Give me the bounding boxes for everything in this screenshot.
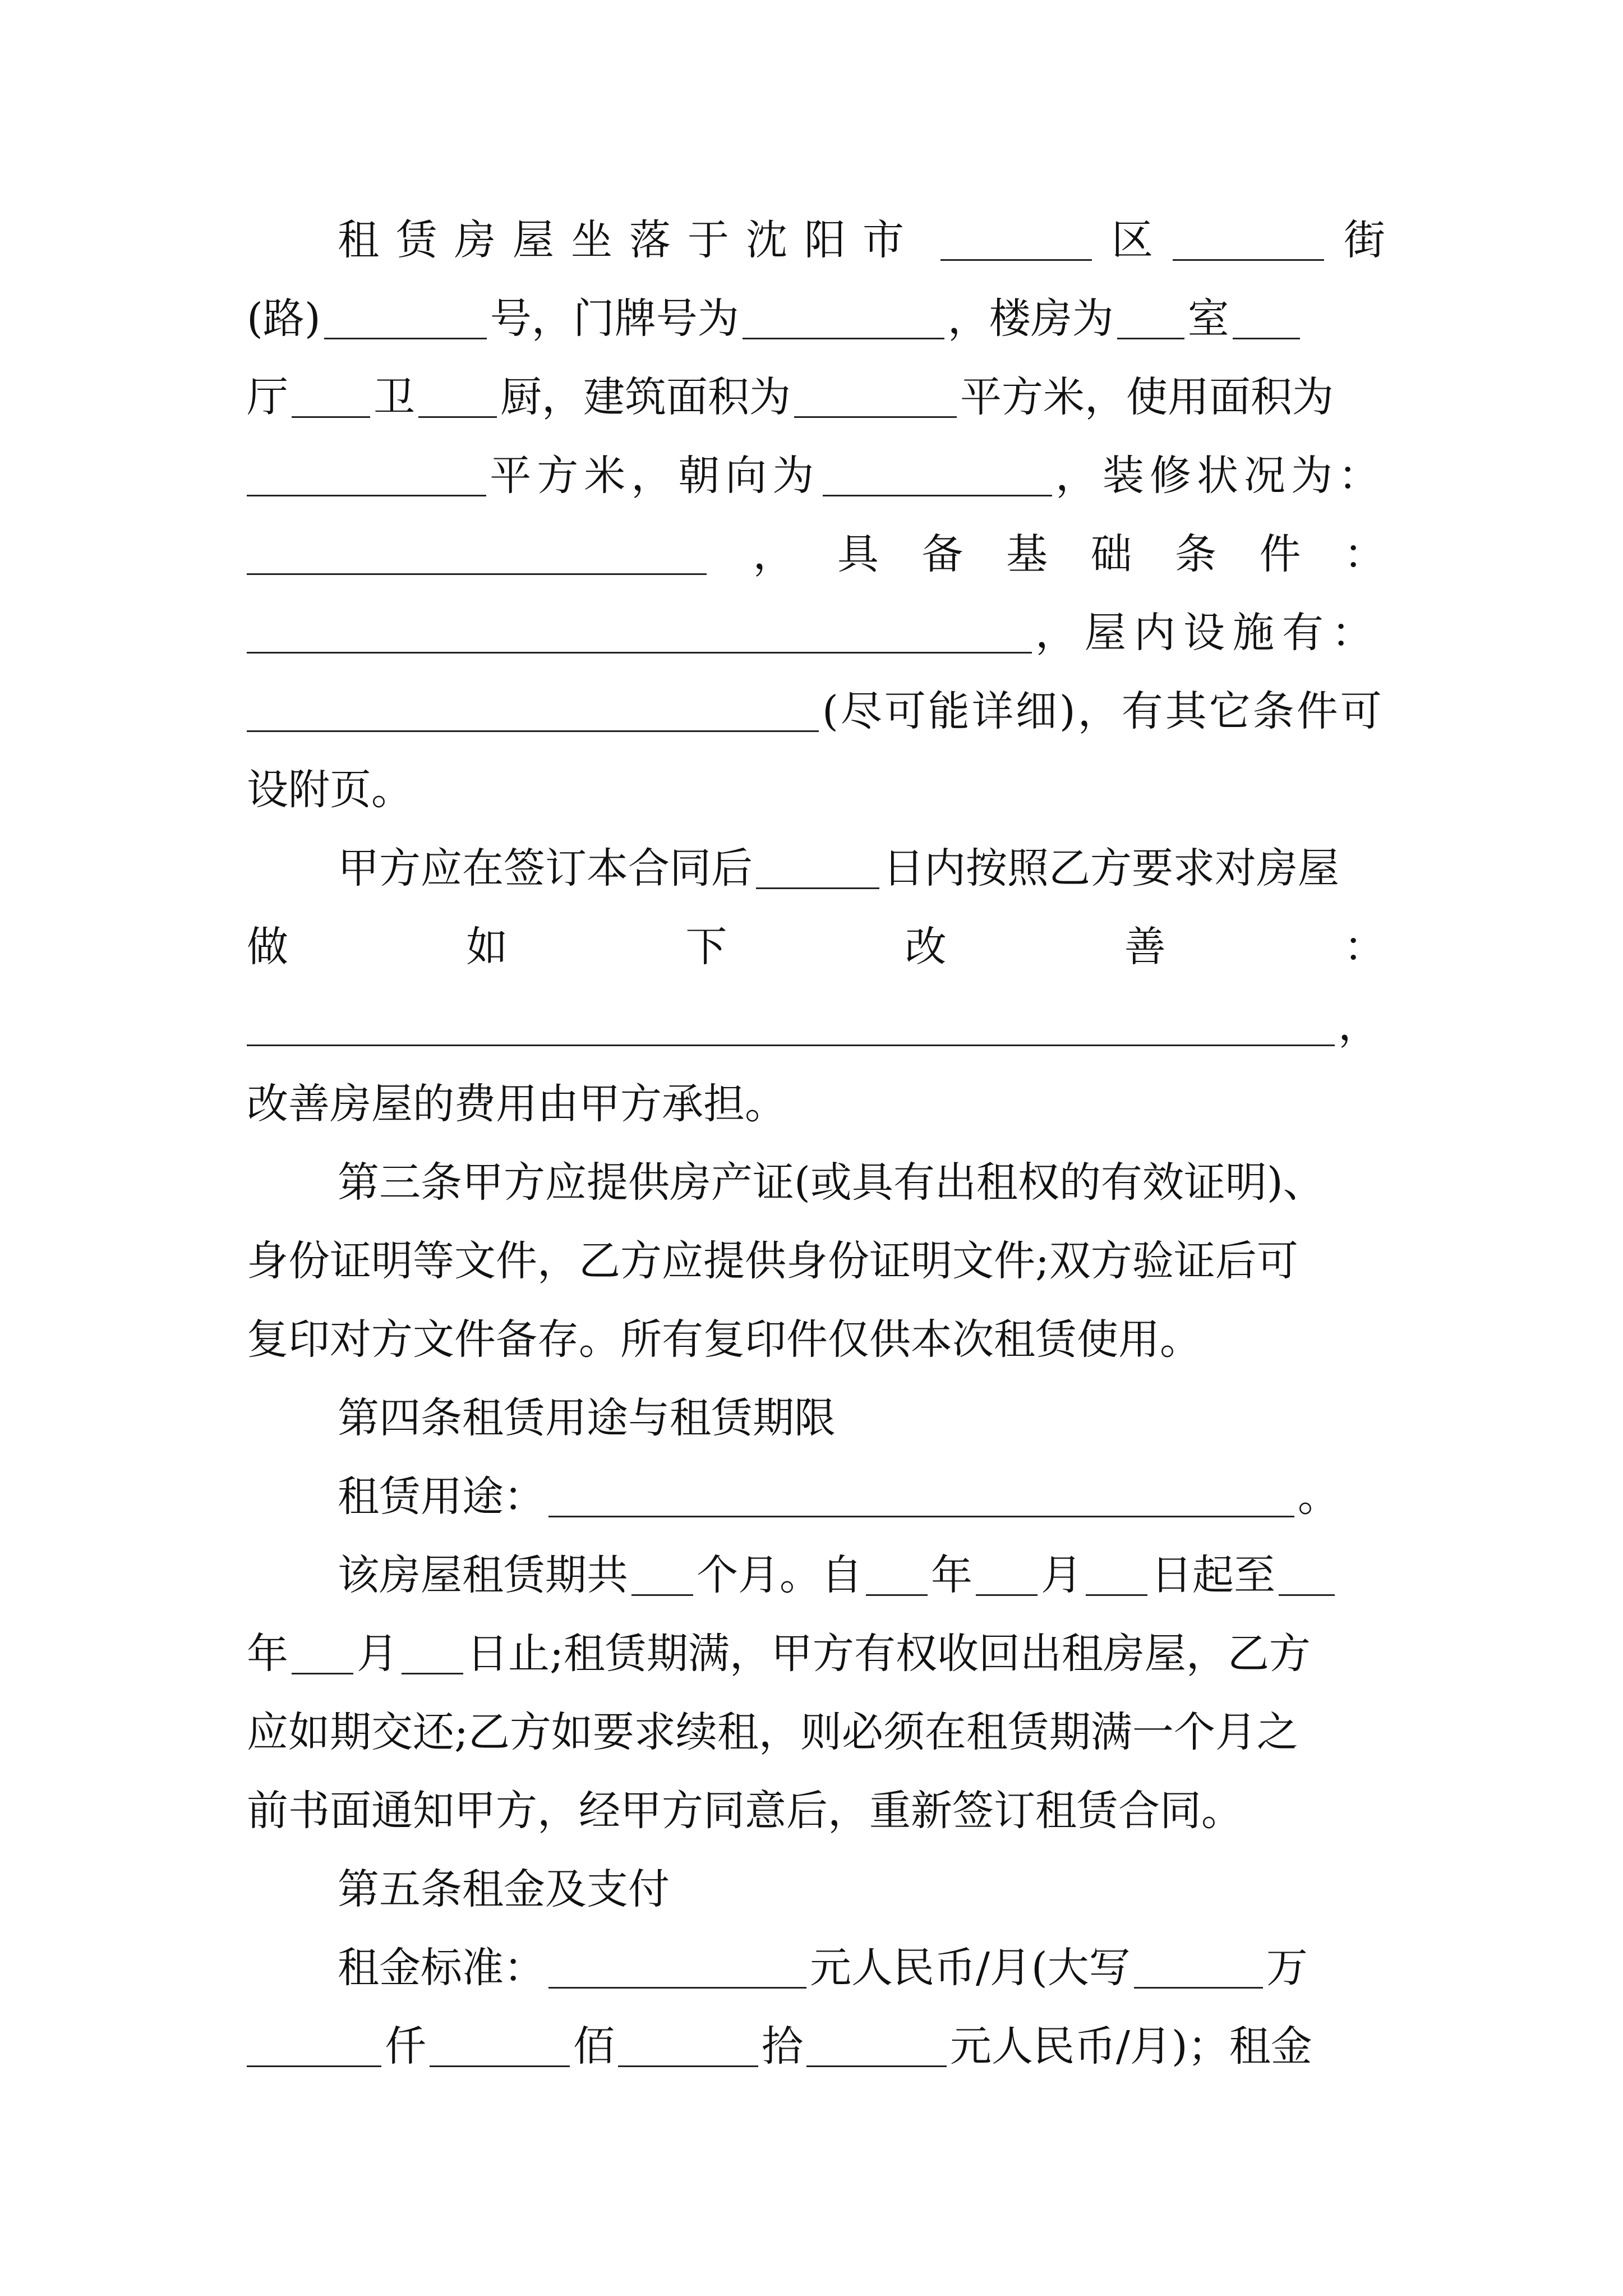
fill-blank[interactable] <box>292 1634 353 1674</box>
text-span: 件 <box>1259 530 1301 578</box>
text-line <box>247 448 1385 504</box>
text-line <box>247 1783 1385 1839</box>
text-span: 日止;租赁期满，甲方有权收回出租房屋，乙方 <box>467 1630 1311 1678</box>
fill-blank[interactable] <box>631 1555 693 1596</box>
text-span: ，屋内设施有： <box>1035 609 1381 657</box>
text-span: 日起至 <box>1151 1551 1275 1599</box>
text-span: (尽可能详细)，有其它条件可 <box>822 687 1384 735</box>
fill-blank[interactable] <box>976 1555 1038 1596</box>
text-span: 区 <box>1112 216 1153 264</box>
text-line <box>247 919 1385 975</box>
fill-blank[interactable] <box>324 298 487 339</box>
text-line <box>247 1626 1385 1682</box>
text-span: 改 <box>905 923 947 971</box>
text-line <box>247 762 1385 818</box>
text-span: 前书面通知甲方，经甲方同意后，重新签订租赁合同。 <box>247 1787 1243 1835</box>
text-line <box>247 1076 1385 1132</box>
text-span: 平方米，朝向为 <box>490 452 820 500</box>
text-span: 改善房屋的费用由甲方承担。 <box>247 1080 786 1128</box>
text-span: 佰 <box>573 2022 615 2070</box>
fill-blank[interactable] <box>940 220 1092 261</box>
text-span: 室 <box>1187 295 1229 343</box>
text-span: 如 <box>466 923 508 971</box>
text-line <box>247 369 1385 425</box>
text-line <box>247 291 1385 347</box>
text-line <box>338 1469 1385 1525</box>
text-line <box>338 840 1385 896</box>
fill-blank[interactable] <box>247 534 707 575</box>
text-line <box>247 2018 1385 2074</box>
text-span: 善 <box>1124 923 1166 971</box>
fill-blank[interactable] <box>1117 298 1184 339</box>
fill-blank[interactable] <box>866 1555 928 1596</box>
fill-blank[interactable] <box>247 455 486 496</box>
fill-blank[interactable] <box>247 1005 1335 1046</box>
text-span: 设附页。 <box>247 766 413 814</box>
text-line <box>338 1154 1385 1211</box>
text-span: 号，门牌号为 <box>490 295 739 343</box>
fill-blank[interactable] <box>418 377 497 418</box>
text-line <box>338 1547 1385 1603</box>
text-line <box>247 605 1385 661</box>
text-span: 日内按照乙方要求对房屋 <box>883 844 1339 892</box>
text-span: 元人民币/月(大写 <box>810 1944 1131 1992</box>
text-line <box>247 1312 1385 1368</box>
text-span: 。 <box>1298 1473 1339 1521</box>
text-span: (路) <box>247 295 321 343</box>
text-span: 应如期交还;乙方如要求续租，则必须在租赁期满一个月之 <box>247 1708 1298 1756</box>
text-span: 具 <box>837 530 879 578</box>
fill-blank[interactable] <box>1086 1555 1147 1596</box>
fill-blank[interactable] <box>823 455 1052 496</box>
text-span: 该房屋租赁期共 <box>338 1551 628 1599</box>
text-span: 条 <box>1175 530 1216 578</box>
text-span: 个月。自 <box>697 1551 863 1599</box>
fill-blank[interactable] <box>247 613 1032 654</box>
text-span: 卫 <box>374 373 415 421</box>
text-span: 第四条租赁用途与租赁期限 <box>338 1394 836 1442</box>
text-span: 厅 <box>247 373 288 421</box>
text-span: ，装修状况为： <box>1055 452 1385 500</box>
text-line <box>247 1704 1385 1760</box>
text-span: 础 <box>1090 530 1132 578</box>
text-span: 基 <box>1006 530 1048 578</box>
text-span: ， <box>1338 1001 1380 1050</box>
fill-blank[interactable] <box>292 377 370 418</box>
text-span: 第五条租金及支付 <box>338 1865 670 1913</box>
text-span: 街 <box>1344 216 1385 264</box>
text-span: 年 <box>931 1551 972 1599</box>
text-span: 年 <box>247 1630 288 1678</box>
text-span: 万 <box>1266 1944 1308 1992</box>
fill-blank[interactable] <box>1134 1948 1263 1989</box>
text-line <box>247 526 1385 582</box>
fill-blank[interactable] <box>1173 220 1324 261</box>
fill-blank[interactable] <box>806 2026 947 2067</box>
text-span: 做 <box>247 923 288 971</box>
text-span: ： <box>1343 923 1385 971</box>
fill-blank[interactable] <box>1233 298 1300 339</box>
fill-blank[interactable] <box>548 1476 1294 1517</box>
text-line <box>338 1940 1385 1996</box>
text-line <box>247 1233 1385 1289</box>
text-span: 月 <box>1041 1551 1082 1599</box>
fill-blank[interactable] <box>618 2026 758 2067</box>
fill-blank[interactable] <box>402 1634 463 1674</box>
fill-blank[interactable] <box>756 848 879 889</box>
text-span: 租赁用途： <box>338 1473 545 1521</box>
fill-blank[interactable] <box>794 377 957 418</box>
text-span: 备 <box>921 530 963 578</box>
text-line <box>247 683 1385 739</box>
text-span: 下 <box>685 923 727 971</box>
text-span: 第三条甲方应提供房产证(或具有出租权的有效证明)、 <box>338 1158 1325 1207</box>
text-span: 租赁房屋坐落于沈阳市 <box>338 216 921 264</box>
text-line <box>338 1390 1385 1446</box>
text-span: ，楼房为 <box>947 295 1114 343</box>
text-span: 身份证明等文件，乙方应提供身份证明文件;双方验证后可 <box>247 1237 1298 1285</box>
text-line <box>247 997 1385 1053</box>
text-span: 甲方应在签订本合同后 <box>338 844 753 892</box>
fill-blank[interactable] <box>743 298 944 339</box>
fill-blank[interactable] <box>430 2026 570 2067</box>
text-span: 租金标准： <box>338 1944 545 1992</box>
fill-blank[interactable] <box>548 1948 806 1989</box>
text-span: 平方米，使用面积为 <box>960 373 1334 421</box>
text-span: ： <box>1344 530 1385 578</box>
text-span: 月 <box>357 1630 398 1678</box>
fill-blank[interactable] <box>1279 1555 1335 1596</box>
text-line <box>338 1861 1385 1917</box>
text-span: 拾 <box>762 2022 803 2070</box>
text-span: 仟 <box>385 2022 426 2070</box>
text-span: 厨，建筑面积为 <box>500 373 791 421</box>
text-span: 复印对方文件备存。所有复印件仅供本次租赁使用。 <box>247 1315 1201 1364</box>
fill-blank[interactable] <box>247 691 819 732</box>
text-line <box>338 212 1385 268</box>
text-span: 元人民币/月)；租金 <box>950 2022 1312 2070</box>
fill-blank[interactable] <box>247 2026 381 2067</box>
text-span: ， <box>753 530 795 578</box>
